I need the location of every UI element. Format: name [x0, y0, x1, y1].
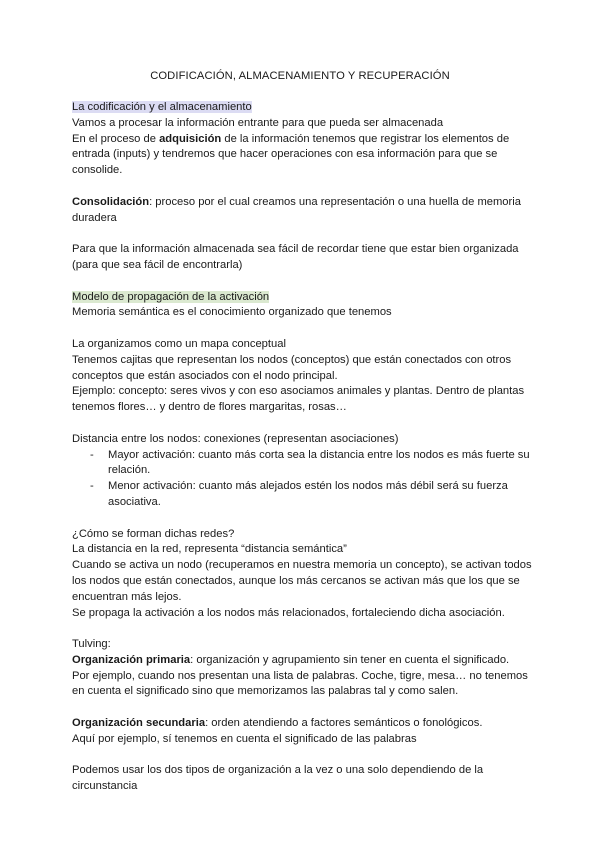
paragraph-organizacion-secundaria: Organización secundaria: orden atendiendo a factores semánticos o fonológicos.	[72, 717, 483, 730]
term-organizacion-secundaria: Organización secundaria	[72, 717, 206, 730]
term-consolidacion: Consolidación	[72, 195, 150, 208]
list-item: - Menor activación: cuanto más alejados estén los nodos más débil será su fuerza asociativa.	[72, 479, 534, 511]
section-label-tulving: Tulving:	[72, 638, 111, 651]
paragraph-consolidacion: Consolidación: proceso por el cual creamos una representación o una huella de memoria duradera	[72, 195, 521, 224]
paragraph: La distancia en la red, representa “distancia semántica”	[72, 543, 347, 556]
paragraph: Cuando se activa un nodo (recuperamos en nuestra memoria un concepto), se activan todos los nodos que están conectados, aunque los más cercanos se activan más que los que se encuentran más lejos.	[72, 559, 532, 603]
paragraph-organizacion-primaria: Organización primaria: organización y agrupamiento sin tener en cuenta el significado.	[72, 653, 510, 666]
paragraph: Vamos a procesar la información entrante para que pueda ser almacenada	[72, 116, 444, 129]
list-item: - Mayor activación: cuanto más corta sea la distancia entre los nodos es más fuerte su relación.	[72, 448, 534, 480]
paragraph: La organizamos como un mapa conceptual	[72, 337, 286, 350]
paragraph: Tenemos cajitas que representan los nodos (conceptos) que están conectados con otros conceptos que están asociados con el nodo principal.	[72, 353, 512, 382]
paragraph: Distancia entre los nodos: conexiones (representan asociaciones)	[72, 432, 399, 445]
term-organizacion-primaria: Organización primaria	[72, 653, 191, 666]
paragraph: Memoria semántica es el conocimiento organizado que tenemos	[72, 306, 392, 319]
paragraph: Aquí por ejemplo, sí tenemos en cuenta el significado de las palabras	[72, 732, 417, 745]
paragraph: Por ejemplo, cuando nos presentan una lista de palabras. Coche, tigre, mesa… no tenemos en cuenta el significado sino que memorizamos las palabras tal y como salen.	[72, 669, 528, 698]
paragraph-adquisicion: En el proceso de adquisición de la información tenemos que registrar los elementos de entrada (inputs) y tendremos que hacer operaciones con esa información para que se consolide.	[72, 132, 510, 177]
section-heading-codificacion: La codificación y el almacenamiento	[72, 101, 252, 113]
term-adquisicion: adquisición	[159, 132, 222, 145]
paragraph: Para que la información almacenada sea fácil de recordar tiene que estar bien organizada (para que sea fácil de encontrarla)	[72, 243, 519, 271]
paragraph: ¿Cómo se forman dichas redes?	[72, 527, 235, 540]
paragraph: Podemos usar los dos tipos de organización a la vez o una solo dependiendo de la circunstancia	[72, 764, 484, 793]
section-heading-propagacion: Modelo de propagación de la activación	[72, 290, 270, 303]
paragraph: Ejemplo: concepto: seres vivos y con eso asociamos animales y plantas. Dentro de plantas tenemos flores… y dentro de flores margaritas, rosas…	[72, 385, 525, 414]
bullet-list	[72, 448, 534, 511]
paragraph: Se propaga la activación a los nodos más relacionados, fortaleciendo dicha asociación.	[72, 606, 505, 619]
document-body	[72, 100, 534, 795]
page-title: CODIFICACIÓN, ALMACENAMIENTO Y RECUPERACIÓN	[150, 70, 450, 82]
